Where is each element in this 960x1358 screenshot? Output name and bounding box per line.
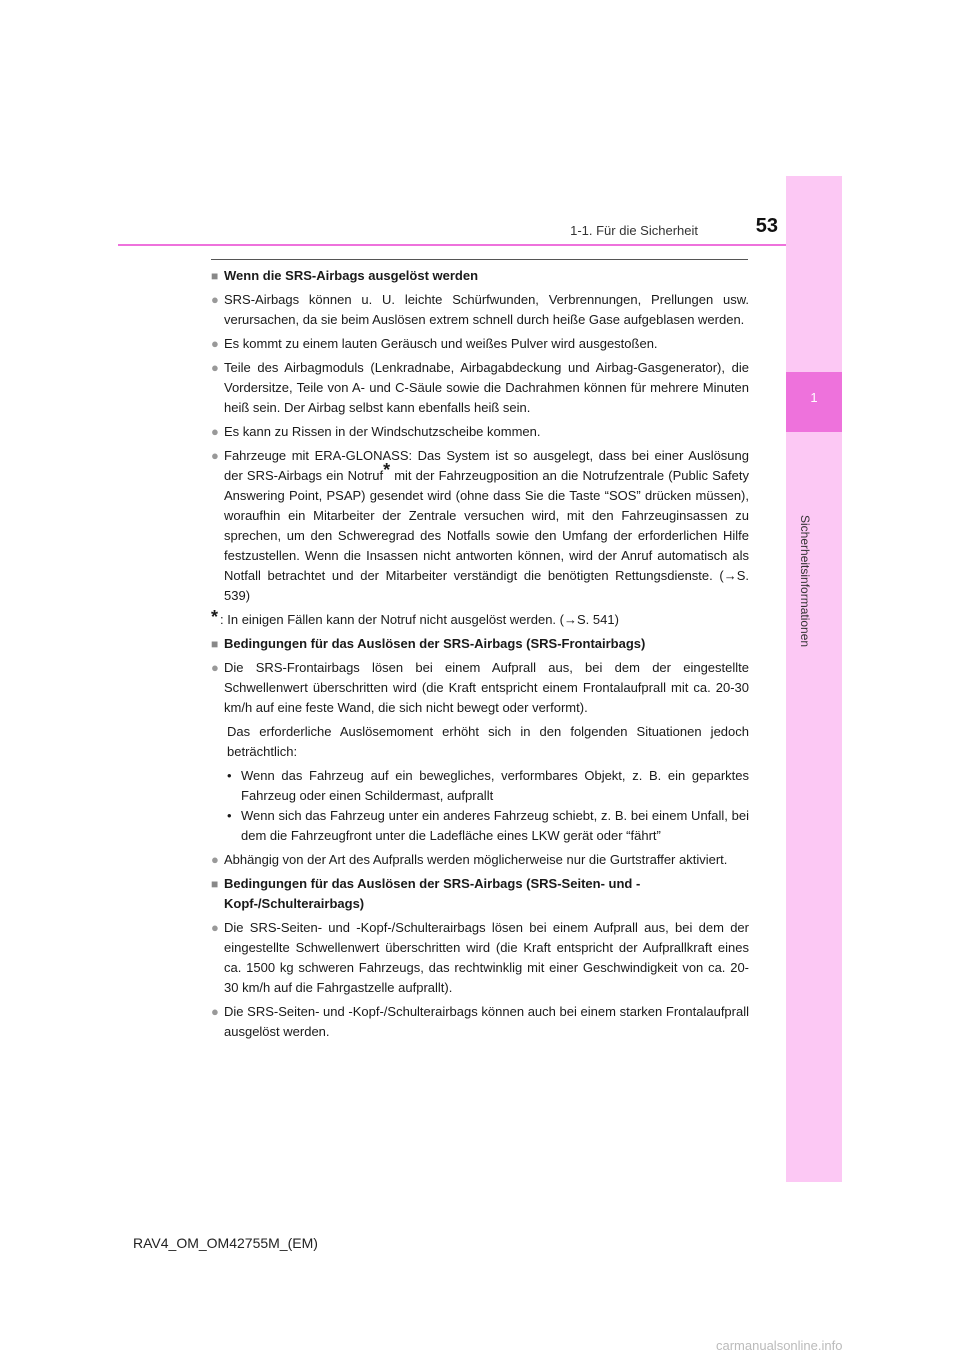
list-item: ● Es kommt zu einem lauten Geräusch und weißes Pulver wird ausgestoßen.: [211, 334, 749, 354]
round-bullet-icon: ●: [211, 1004, 219, 1019]
heading-front-airbags: ■ Bedingungen für das Auslösen der SRS-Airbags (SRS-Frontairbags): [211, 634, 749, 654]
round-bullet-icon: ●: [211, 920, 219, 935]
footnote-star: *: [383, 460, 391, 480]
page-content: [211, 266, 749, 1046]
round-bullet-icon: ●: [211, 424, 219, 439]
list-item: ● Es kann zu Rissen in der Windschutzscheibe kommen.: [211, 422, 749, 442]
round-bullet-icon: ●: [211, 660, 219, 675]
chapter-label: Sicherheitsinformationen: [798, 515, 812, 648]
round-bullet-icon: ●: [211, 448, 219, 463]
list-item: ● Die SRS-Seiten- und -Kopf-/Schulterairbags lösen bei einem Aufprall aus, bei dem der eingestellte Schwellenwert überschritten wird (die Kraft entspricht der Aufprallkraft eines ca. 1500 kg schweren Fahrzeugs, das rechtwinklig mit einer Geschwindigkeit von ca. 20-30 km/h auf die Fahrgastzelle aufprallt).: [211, 918, 749, 998]
list-item: ● Abhängig von der Art des Aufpralls werden möglicherweise nur die Gurtstraffer aktiviert.: [211, 850, 749, 870]
chapter-tab: [786, 176, 842, 1182]
list-item-era-glonass: ● Fahrzeuge mit ERA-GLONASS: Das System ist so ausgelegt, dass bei einer Auslösung der SRS-Airbags ein Notruf* mit der Fahrzeugposition an die Notrufzentrale (Public Safety Answering Point, PSAP) gesendet wird (ohne dass Sie die Taste “SOS” drücken müssen), woraufhin ein Mitarbeiter der Zentrale versuchen wird, mit den Fahrzeuginsassen zu sprechen, um den Schweregrad des Notfalls sowie den Umfang der erforderlichen Hilfe festzustellen. Wenn die Insassen nicht antworten können, wird der Anruf automatisch als Notfall betrachtet und der Mitarbeiter verständigt die benötigten Rettungsdienste. (→S. 539): [211, 446, 749, 606]
round-bullet-icon: ●: [211, 336, 219, 351]
round-bullet-icon: ●: [211, 360, 219, 375]
list-item: ● SRS-Airbags können u. U. leichte Schürfwunden, Verbrennungen, Prellungen usw. verursachen, da sie beim Auslösen extrem schnell durch heiße Gase aufgeblasen werden.: [211, 290, 749, 330]
document-id: RAV4_OM_OM42755M_(EM): [133, 1235, 318, 1251]
footnote-marker: *: [211, 607, 219, 627]
list-item: ● Teile des Airbagmoduls (Lenkradnabe, Airbagabdeckung und Airbag-Gasgenerator), die Vordersitze, Teile von A- und C-Säule sowie die Dachrahmen können für mehrere Minuten heiß sein. Der Airbag selbst kann ebenfalls heiß sein.: [211, 358, 749, 418]
list-item: ● Die SRS-Seiten- und -Kopf-/Schulterairbags können auch bei einem starken Frontalaufprall ausgelöst werden.: [211, 1002, 749, 1042]
sub-list-item: • Wenn das Fahrzeug auf ein bewegliches, verformbares Objekt, z. B. ein geparktes Fahrzeug oder einen Schildermast, aufprallt: [227, 766, 749, 806]
section-title: 1-1. Für die Sicherheit: [570, 223, 698, 238]
square-bullet-icon: ■: [211, 877, 219, 891]
sub-bullet-icon: •: [227, 768, 232, 783]
header-divider: [118, 244, 786, 246]
content-rule: [211, 259, 748, 260]
square-bullet-icon: ■: [211, 269, 219, 283]
watermark[interactable]: carmanualsonline.info: [716, 1338, 843, 1353]
square-bullet-icon: ■: [211, 637, 219, 651]
page-number: 53: [755, 215, 778, 237]
heading-side-airbags: ■ Bedingungen für das Auslösen der SRS-Airbags (SRS-Seiten- und -Kopf-/Schulterairbags): [211, 874, 749, 914]
round-bullet-icon: ●: [211, 292, 219, 307]
round-bullet-icon: ●: [211, 852, 219, 867]
sub-list-item: • Wenn sich das Fahrzeug unter ein anderes Fahrzeug schiebt, z. B. bei einem Unfall, bei dem die Fahrzeugfront unter die Ladefläche eines LKW gerät oder “fährt”: [227, 806, 749, 846]
footnote: * : In einigen Fällen kann der Notruf nicht ausgelöst werden. (→S. 541): [211, 610, 749, 630]
chapter-number: 1: [810, 390, 818, 405]
paragraph: Das erforderliche Auslösemoment erhöht sich in den folgenden Situationen jedoch beträchtlich:: [227, 724, 749, 759]
sub-bullet-icon: •: [227, 808, 232, 823]
heading-airbag-deployed: ■ Wenn die SRS-Airbags ausgelöst werden: [211, 266, 749, 286]
list-item: ● Die SRS-Frontairbags lösen bei einem Aufprall aus, bei dem der eingestellte Schwellenwert überschritten wird (die Kraft entspricht einem Frontalaufprall mit ca. 20-30 km/h auf eine feste Wand, die sich nicht bewegt oder verformt).: [211, 658, 749, 718]
